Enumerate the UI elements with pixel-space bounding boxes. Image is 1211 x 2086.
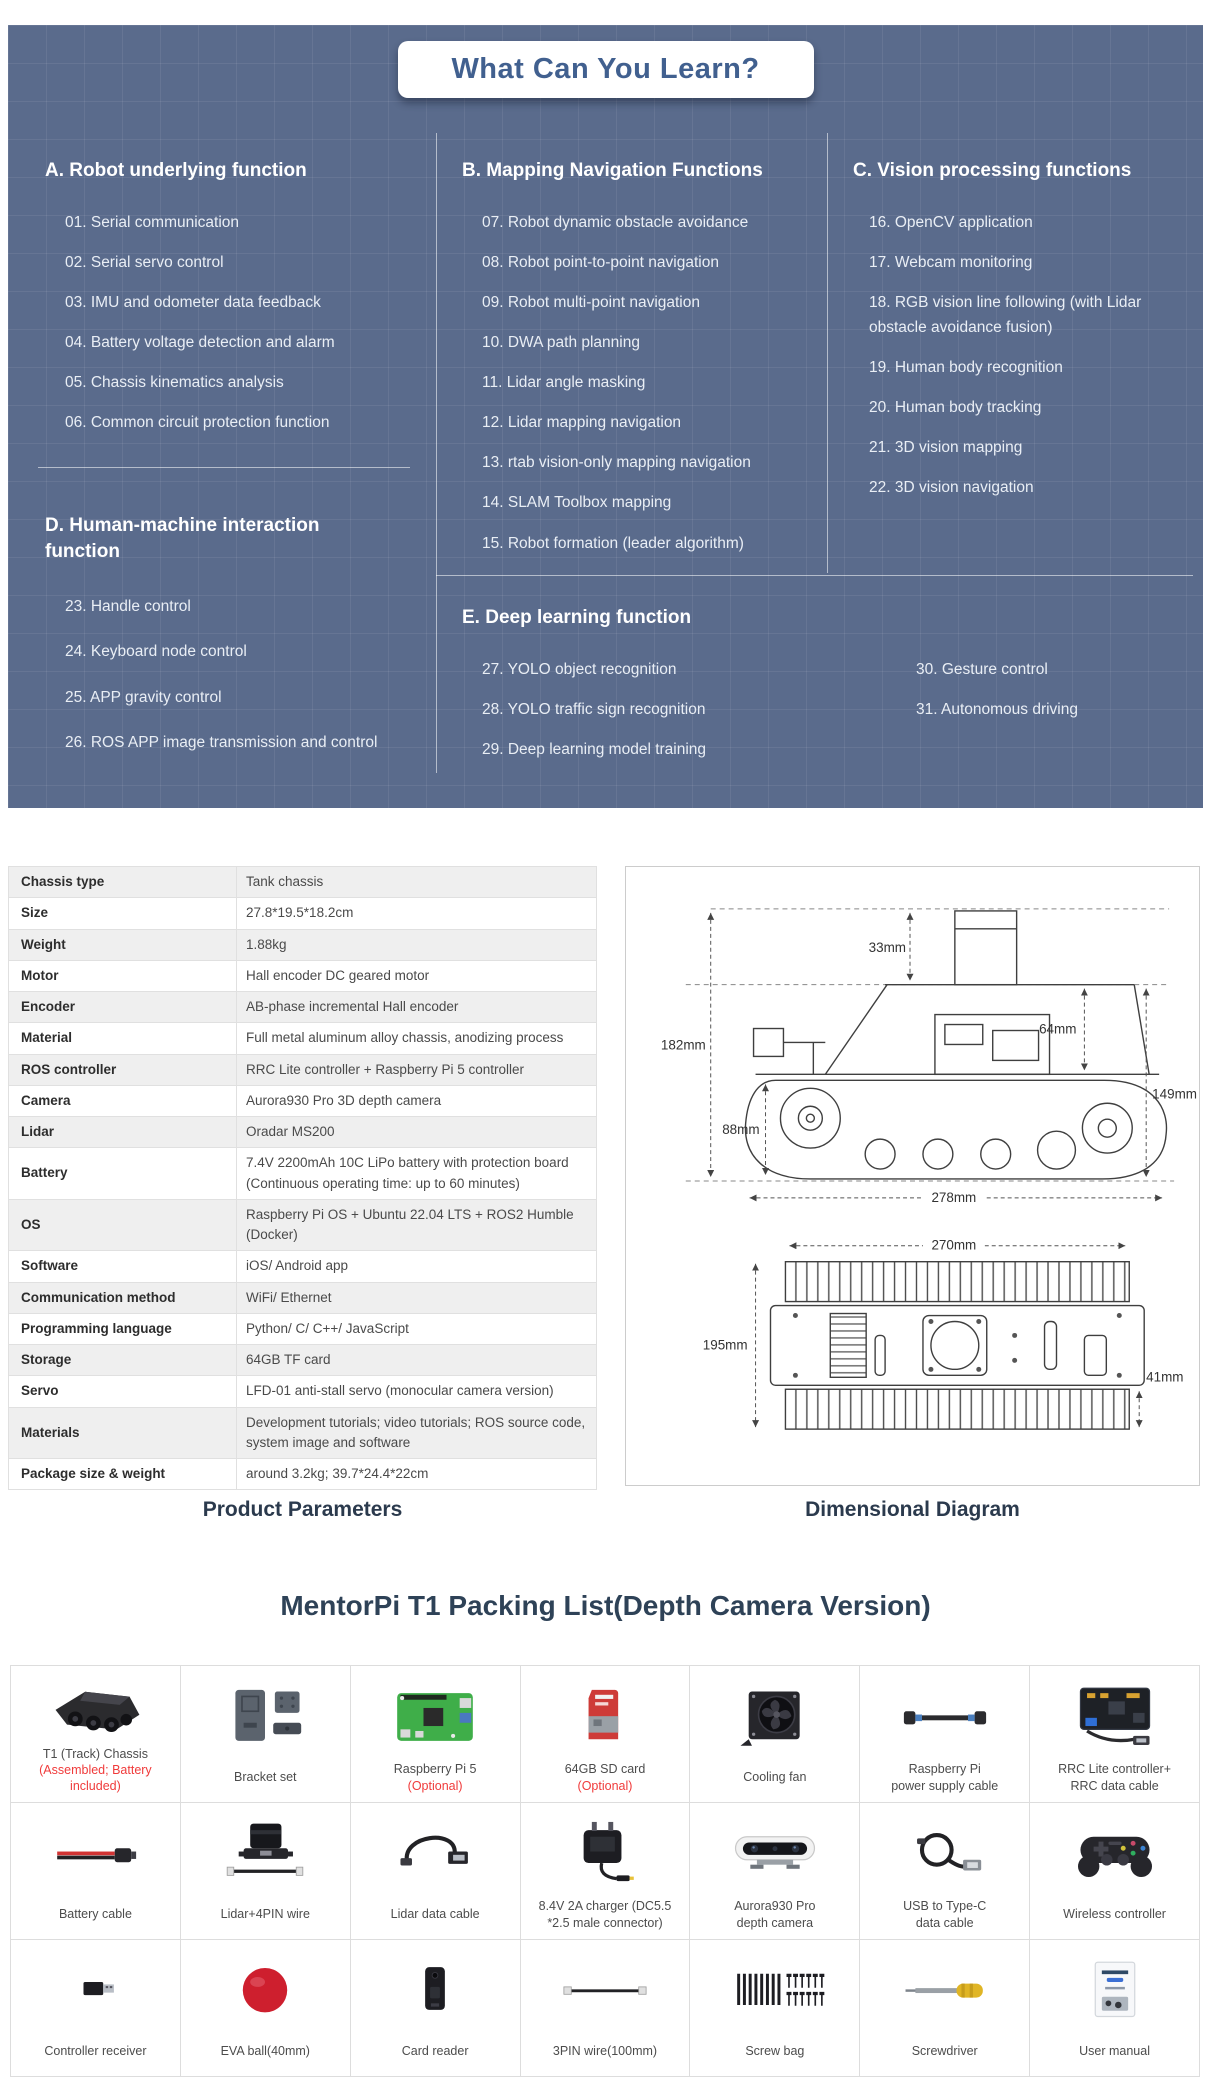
packing-item-rrc-controller xyxy=(1030,1666,1200,1803)
product-parameters-table xyxy=(8,866,597,1490)
param-label: Programming language xyxy=(9,1313,237,1344)
param-row xyxy=(9,1459,597,1490)
sd-card-icon xyxy=(525,1672,686,1761)
param-row xyxy=(9,1199,597,1251)
packing-grid xyxy=(10,1665,1200,2077)
packing-item-label: T1 (Track) Chassis (Assembled; Battery included) xyxy=(39,1746,152,1794)
packing-item-bracket-set xyxy=(181,1666,351,1803)
packing-item-label: Screw bag xyxy=(745,2044,805,2059)
learn-item: 17. Webcam monitoring xyxy=(869,253,1033,271)
dim-body-length: 195mm xyxy=(702,1337,748,1353)
section-deep-learning xyxy=(462,605,1194,777)
packing-item-power-cable xyxy=(860,1666,1030,1803)
learn-title-pill xyxy=(398,41,814,98)
param-row xyxy=(9,1251,597,1282)
learn-item: 13. rtab vision-only mapping navigation xyxy=(482,454,751,472)
packing-item-label: USB to Type-C data cable xyxy=(903,1899,987,1930)
packing-item-receiver xyxy=(11,1940,181,2077)
depth-camera-icon xyxy=(694,1809,855,1898)
packing-item-charger xyxy=(521,1803,691,1940)
packing-item-depth-camera xyxy=(690,1803,860,1940)
dim-plate-to-ground: 149mm xyxy=(1152,1086,1197,1102)
learn-item: 16. OpenCV application xyxy=(869,213,1033,231)
packing-item-card-reader xyxy=(351,1940,521,2077)
section-d-heading: D. Human-machine interaction function xyxy=(45,515,320,562)
param-value: Tank chassis xyxy=(237,867,597,898)
caption-product-parameters: Product Parameters xyxy=(202,1498,403,1521)
param-value: Full metal aluminum alloy chassis, anodizing process xyxy=(237,1023,597,1054)
param-label: Motor xyxy=(9,960,237,991)
param-label: Chassis type xyxy=(9,867,237,898)
packing-item-battery-cable xyxy=(11,1803,181,1940)
param-row xyxy=(9,1023,597,1054)
packing-item-label: Bracket set xyxy=(234,1770,297,1785)
param-row xyxy=(9,1085,597,1116)
learn-item: 08. Robot point-to-point navigation xyxy=(482,253,719,271)
cooling-fan-icon xyxy=(694,1672,855,1761)
section-b-heading: B. Mapping Navigation Functions xyxy=(462,160,763,181)
dimensional-diagram-svg xyxy=(626,867,1199,1485)
param-row xyxy=(9,992,597,1023)
learn-item: 30. Gesture control xyxy=(916,660,1048,678)
packing-item-label: Raspberry Pi power supply cable xyxy=(891,1762,999,1793)
packing-item-label: Lidar data cable xyxy=(390,1907,480,1922)
learn-item: 01. Serial communication xyxy=(65,213,240,231)
param-label: Camera xyxy=(9,1085,237,1116)
learn-item: 05. Chassis kinematics analysis xyxy=(65,374,284,392)
pin-wire-icon xyxy=(525,1946,686,2035)
param-row xyxy=(9,929,597,960)
lidar-icon xyxy=(185,1809,346,1898)
learn-item: 04. Battery voltage detection and alarm xyxy=(65,333,335,351)
param-row xyxy=(9,1313,597,1344)
charger-icon xyxy=(525,1809,686,1898)
packing-item-label: Cooling fan xyxy=(743,1770,807,1785)
section-a-list xyxy=(45,210,437,436)
param-row xyxy=(9,1345,597,1376)
horizontal-divider-e xyxy=(436,575,1193,576)
packing-item-screw-bag xyxy=(690,1940,860,2077)
param-row xyxy=(9,1054,597,1085)
dim-lidar-height: 33mm xyxy=(868,939,907,955)
param-label: ROS controller xyxy=(9,1054,237,1085)
param-value: Raspberry Pi OS + Ubuntu 22.04 LTS + ROS2 Humble (Docker) xyxy=(237,1199,597,1251)
horizontal-divider-a xyxy=(38,467,410,468)
learn-item: 12. Lidar mapping navigation xyxy=(482,414,682,432)
param-label: Communication method xyxy=(9,1282,237,1313)
packing-item-label: Controller receiver xyxy=(44,2044,147,2059)
learn-item: 28. YOLO traffic sign recognition xyxy=(482,700,706,718)
param-label: Package size & weight xyxy=(9,1459,237,1490)
packing-item-label: RRC Lite controller+ RRC data cable xyxy=(1058,1762,1172,1793)
param-value: Oradar MS200 xyxy=(237,1117,597,1148)
screw-bag-icon xyxy=(694,1946,855,2035)
learn-item: 09. Robot multi-point navigation xyxy=(482,293,700,311)
packing-item-label: User manual xyxy=(1079,2044,1150,2059)
learn-panel xyxy=(8,25,1203,808)
packing-item-user-manual xyxy=(1030,1940,1200,2077)
learn-item: 29. Deep learning model training xyxy=(482,740,707,758)
learn-item: 02. Serial servo control xyxy=(65,253,224,271)
bracket-set-icon xyxy=(185,1672,346,1761)
dim-overall-height: 182mm xyxy=(660,1037,706,1053)
dim-track-width: 41mm xyxy=(1146,1369,1184,1385)
learn-item: 21. 3D vision mapping xyxy=(869,439,1023,457)
learn-item: 25. APP gravity control xyxy=(65,688,222,706)
packing-item-lidar xyxy=(181,1803,351,1940)
param-value: RRC Lite controller + Raspberry Pi 5 controller xyxy=(237,1054,597,1085)
learn-item: 06. Common circuit protection function xyxy=(65,414,330,432)
param-value: 27.8*19.5*18.2cm xyxy=(237,898,597,929)
packing-item-pin-wire xyxy=(521,1940,691,2077)
param-row xyxy=(9,1376,597,1407)
learn-item: 31. Autonomous driving xyxy=(916,700,1078,718)
card-reader-icon xyxy=(355,1946,516,2035)
packing-item-eva-ball xyxy=(181,1940,351,2077)
learn-item: 26. ROS APP image transmission and control xyxy=(65,733,378,751)
dim-length: 278mm xyxy=(931,1189,977,1205)
section-c-list xyxy=(853,210,1169,501)
packing-item-label: Raspberry Pi 5 (Optional) xyxy=(393,1762,477,1793)
section-vision-processing xyxy=(853,158,1169,516)
dim-track-height: 88mm xyxy=(722,1122,760,1138)
vertical-divider-1 xyxy=(436,133,437,773)
packing-item-raspberry-pi xyxy=(351,1666,521,1803)
tank-chassis-icon xyxy=(15,1672,176,1746)
lidar-cable-icon xyxy=(355,1809,516,1898)
packing-item-gamepad xyxy=(1030,1803,1200,1940)
param-label: Size xyxy=(9,898,237,929)
param-value: Development tutorials; video tutorials; ROS source code, system image and software xyxy=(237,1407,597,1459)
param-label: Servo xyxy=(9,1376,237,1407)
learn-item: 18. RGB vision line following (with Lidar obstacle avoidance fusion) xyxy=(869,293,1142,336)
param-row xyxy=(9,960,597,991)
learn-item: 20. Human body tracking xyxy=(869,399,1042,417)
learn-item: 23. Handle control xyxy=(65,598,191,616)
param-label: Weight xyxy=(9,929,237,960)
learn-item: 15. Robot formation (leader algorithm) xyxy=(482,534,744,552)
param-value: 64GB TF card xyxy=(237,1345,597,1376)
packing-item-cooling-fan xyxy=(690,1666,860,1803)
packing-item-label: 3PIN wire(100mm) xyxy=(552,2044,658,2059)
learn-item: 27. YOLO object recognition xyxy=(482,660,677,678)
param-row xyxy=(9,1148,597,1200)
param-row xyxy=(9,1407,597,1459)
eva-ball-icon xyxy=(185,1946,346,2035)
receiver-icon xyxy=(15,1946,176,2035)
learn-item: 07. Robot dynamic obstacle avoidance xyxy=(482,213,749,231)
dim-top-width: 270mm xyxy=(931,1237,977,1253)
learn-item: 10. DWA path planning xyxy=(482,333,640,351)
packing-item-sd-card xyxy=(521,1666,691,1803)
packing-item-label: Aurora930 Pro depth camera xyxy=(734,1899,816,1930)
packing-item-label: Card reader xyxy=(401,2044,469,2059)
section-a-heading: A. Robot underlying function xyxy=(45,160,307,181)
section-b-list xyxy=(462,210,828,556)
packing-item-label: Screwdriver xyxy=(911,2044,978,2059)
user-manual-icon xyxy=(1034,1946,1195,2035)
gamepad-icon xyxy=(1034,1809,1195,1898)
param-value: 1.88kg xyxy=(237,929,597,960)
packing-item-label: Wireless controller xyxy=(1063,1907,1166,1922)
param-value: AB-phase incremental Hall encoder xyxy=(237,992,597,1023)
packing-item-label: EVA ball(40mm) xyxy=(220,2044,310,2059)
param-value: 7.4V 2200mAh 10C LiPo battery with protection board (Continuous operating time: up to 60 minutes) xyxy=(237,1148,597,1200)
param-value: Python/ C/ C++/ JavaScript xyxy=(237,1313,597,1344)
dim-plate-to-deck: 64mm xyxy=(1039,1021,1077,1037)
param-label: Encoder xyxy=(9,992,237,1023)
packing-item-label: 8.4V 2A charger (DC5.5 *2.5 male connector) xyxy=(538,1899,672,1930)
power-cable-icon xyxy=(864,1672,1025,1761)
section-c-heading: C. Vision processing functions xyxy=(853,160,1132,181)
packing-list-title: MentorPi T1 Packing List(Depth Camera Version) xyxy=(280,1590,931,1621)
param-value: WiFi/ Ethernet xyxy=(237,1282,597,1313)
learn-item: 11. Lidar angle masking xyxy=(482,374,646,392)
dimensional-diagram-panel xyxy=(625,866,1200,1486)
section-e-heading: E. Deep learning function xyxy=(462,607,692,628)
packing-item-usb-cable xyxy=(860,1803,1030,1940)
section-robot-underlying xyxy=(45,158,437,450)
param-row xyxy=(9,867,597,898)
section-human-machine xyxy=(45,513,393,775)
screwdriver-icon xyxy=(864,1946,1025,2035)
param-label: Material xyxy=(9,1023,237,1054)
param-label: Storage xyxy=(9,1345,237,1376)
packing-item-tank-chassis xyxy=(11,1666,181,1803)
param-value: Aurora930 Pro 3D depth camera xyxy=(237,1085,597,1116)
learn-title: What Can You Learn? xyxy=(451,53,760,85)
learn-item: 24. Keyboard node control xyxy=(65,643,247,661)
learn-item: 14. SLAM Toolbox mapping xyxy=(482,494,672,512)
section-mapping-navigation xyxy=(462,158,828,571)
battery-cable-icon xyxy=(15,1809,176,1898)
learn-item: 19. Human body recognition xyxy=(869,359,1063,377)
param-label: Software xyxy=(9,1251,237,1282)
learn-item: 22. 3D vision navigation xyxy=(869,479,1034,497)
packing-item-label: Battery cable xyxy=(58,1907,132,1922)
param-value: Hall encoder DC geared motor xyxy=(237,960,597,991)
param-row xyxy=(9,1282,597,1313)
packing-item-label: Lidar+4PIN wire xyxy=(220,1907,310,1922)
section-e-list-right xyxy=(896,657,1194,777)
param-label: OS xyxy=(9,1199,237,1251)
section-e-list-left xyxy=(462,657,896,777)
packing-item-screwdriver xyxy=(860,1940,1030,2077)
rrc-controller-icon xyxy=(1034,1672,1195,1761)
param-row xyxy=(9,898,597,929)
usb-cable-icon xyxy=(864,1809,1025,1898)
packing-item-lidar-cable xyxy=(351,1803,521,1940)
packing-item-label: 64GB SD card (Optional) xyxy=(564,1762,646,1793)
param-label: Materials xyxy=(9,1407,237,1459)
learn-item: 03. IMU and odometer data feedback xyxy=(65,293,321,311)
param-value: around 3.2kg; 39.7*24.4*22cm xyxy=(237,1459,597,1490)
section-d-list xyxy=(45,594,393,754)
vertical-divider-2 xyxy=(827,133,828,573)
param-label: Battery xyxy=(9,1148,237,1200)
raspberry-pi-icon xyxy=(355,1672,516,1761)
param-row xyxy=(9,1117,597,1148)
caption-dimensional-diagram: Dimensional Diagram xyxy=(805,1498,1020,1521)
param-label: Lidar xyxy=(9,1117,237,1148)
param-value: iOS/ Android app xyxy=(237,1251,597,1282)
param-value: LFD-01 anti-stall servo (monocular camera version) xyxy=(237,1376,597,1407)
section-e-columns xyxy=(462,657,1194,777)
